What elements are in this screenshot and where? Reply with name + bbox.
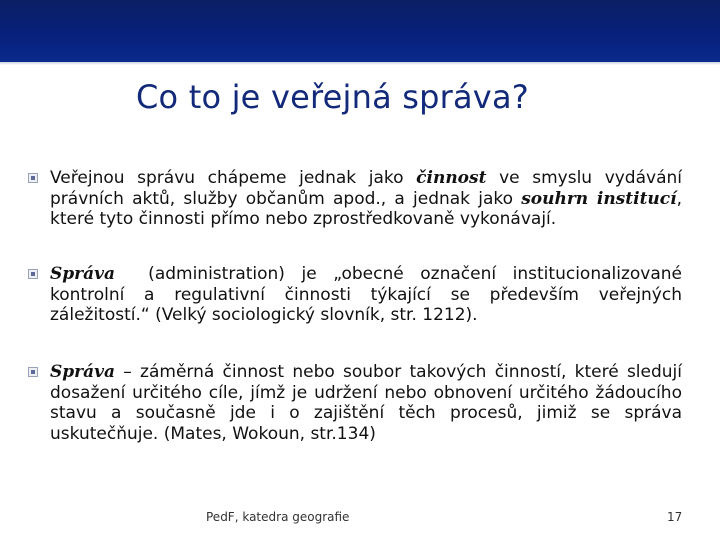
bullet-text (50, 264, 688, 326)
bullet-text-part: (administration) je „obecné označení institucionalizované kontrolní a regulativní činnosti týkající se především veřejných záležitostí.“ (Velký sociologický slovník, str. 1212). (50, 264, 688, 325)
bullet-text-part: – záměrná činnost nebo soubor takových činností, které sledují dosažení určitého cíle, jímž je udržení nebo obnovení určitého žádoucího stavu a současně jde i o zajištění těch procesů, jimiž se správa uskutečňuje. (Mates, Wokoun, str.134) (50, 362, 682, 444)
bullet-text (50, 362, 682, 444)
bullet-emphasis: Správa (50, 264, 116, 284)
slide-title: Co to je veřejná správa? (136, 78, 529, 116)
bullet-emphasis: činnost (416, 168, 487, 188)
bullet-emphasis: Správa (50, 362, 116, 382)
bullet-square-icon (28, 269, 38, 279)
bullet-emphasis: souhrn institucí (521, 188, 677, 209)
bullet-text-part: , které tyto činnosti přímo nebo zprostředkovaně vykonávají. (50, 188, 682, 229)
bullet-square-icon (28, 367, 38, 377)
bullet-text (50, 168, 682, 230)
header-divider (0, 62, 720, 65)
header-bar (0, 0, 720, 62)
bullet-item (28, 362, 682, 444)
page-number: 17 (667, 510, 683, 524)
bullet-item (28, 168, 682, 230)
bullet-square-icon (28, 173, 38, 183)
footer-text: PedF, katedra geografie (206, 510, 350, 524)
bullet-text-part: ve smyslu vydávání právních aktů, služby občanům apod., a jednak jako (50, 168, 682, 209)
bullet-text-part: Veřejnou správu chápeme jednak jako (50, 168, 417, 188)
bullet-item (28, 264, 688, 326)
